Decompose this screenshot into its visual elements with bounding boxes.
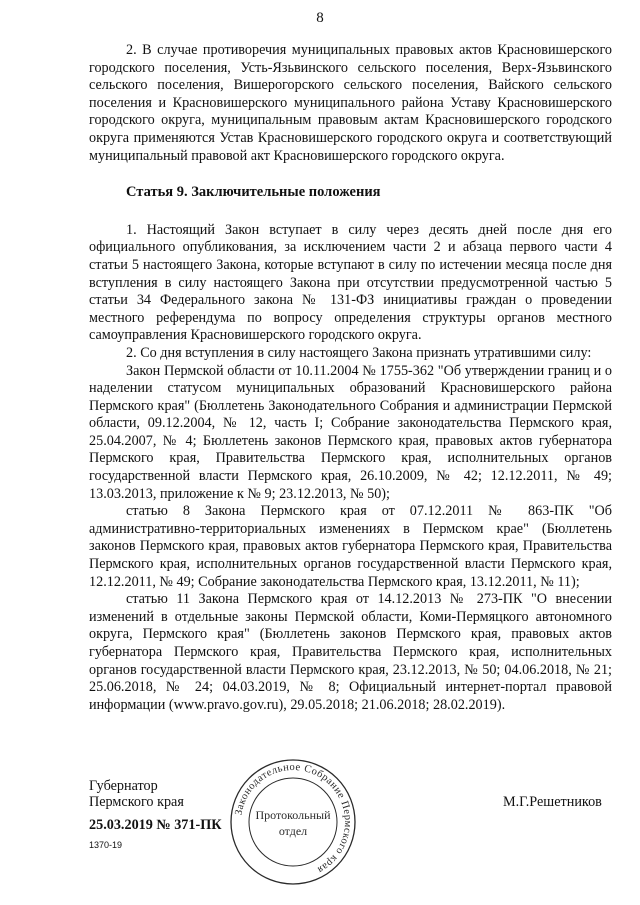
paragraph-repealed-article-8: статью 8 Закона Пермского края от 07.12.2011 № 863-ПК "Об административно-территориальных изменениях в Пермском крае" (Бюллетень законов Пермского края, правовых актов губернатора Пермского края, Правительства Пермского края, исполнительных органов государственной власти Пермского края, 12.12.2011, № 49; Собрание законодательства Пермского края, 13.12.2011, № 11); bbox=[89, 503, 612, 590]
document-code: 1370-19 bbox=[89, 840, 123, 850]
signer-position-line2: Пермского края bbox=[89, 794, 184, 810]
paragraph-repeal-intro: 2. Со дня вступления в силу настоящего Закона признать утратившими силу: bbox=[126, 344, 592, 361]
stamp-ring-text: Законодательное Собрание Пермского края bbox=[233, 761, 354, 876]
stamp-outer-ring bbox=[231, 760, 355, 884]
signer-position-line1: Губернатор bbox=[89, 778, 158, 794]
official-stamp bbox=[228, 757, 358, 887]
stamp-center-line1: Протокольный bbox=[255, 808, 331, 822]
paragraph-repealed-article-11: статью 11 Закона Пермского края от 14.12.2013 № 273-ПК "О внесении изменений в отдельные законы Пермской области, Коми-Пермяцкого автономного округа, Пермского края" (Бюллетень законов Пермского края, правовых актов губернатора Пермского края, Правительства Пермского края, исполнительных органов государственной власти Пермского края, 23.12.2013, № 50; 04.06.2018, № 21; 25.06.2018, № 24; 04.03.2019, № 8; Официальный интернет-портал правовой информации (www.pravo.gov.ru), 29.05.2018; 21.06.2018; 28.02.2019). bbox=[89, 591, 612, 713]
paragraph-conflict-of-acts: 2. В случае противоречия муниципальных правовых актов Красновишерского городского поселения, Усть-Язьвинского сельского поселения, Верх-Язьвинского сельского поселения, Вишерогорского сельского поселения, Вайского сельского поселения и Красновишерского муниципального района Уставу Красновишерского городского округа, муниципальным правовым актам Красновишерского городского округа применяются Устав Красновишерского городского округа и соответствующий муниципальный правовой акт Красновишерского городского округа. bbox=[89, 42, 612, 164]
stamp-center-line2: отдел bbox=[278, 824, 308, 838]
article-9-heading: Статья 9. Заключительные положения bbox=[126, 184, 381, 201]
paragraph-repealed-law-2004: Закон Пермской области от 10.11.2004 № 1755-362 "Об утверждении границ и о наделении статусом муниципальных образований Красновишерского района Пермского края" (Бюллетень Законодательного Собрания и администрации Пермской области, 09.12.2004, № 12, часть I; Собрание законодательства Пермского края, 25.04.2007, № 4; Бюллетень законов Пермского края, правовых актов губернатора Пермского края, Правительства Пермского края, исполнительных органов государственной власти Пермского края, 26.10.2009, № 42; 12.12.2011, № 49; 13.03.2013, приложение к № 9; 23.12.2013, № 50); bbox=[89, 362, 612, 502]
page-number: 8 bbox=[316, 10, 324, 26]
signer-position bbox=[89, 778, 184, 810]
document-body bbox=[89, 42, 612, 714]
signer-name: М.Г.Решетников bbox=[503, 794, 602, 810]
paragraph-entry-into-force: 1. Настоящий Закон вступает в силу через десять дней после дня его официального опубликования, за исключением части 2 и абзаца первого части 4 статьи 5 настоящего Закона, которые вступают в силу по истечении месяца после дня вступления в силу настоящего Закона при отсутствии предусмотренной частью 5 статьи 34 Федерального закона № 131-ФЗ инициативы граждан о проведении местного референдума по вопросу определения структуры органов местного самоуправления Красновишерского городского округа. bbox=[89, 221, 612, 344]
stamp-inner-ring bbox=[249, 778, 337, 866]
law-date-and-number: 25.03.2019 № 371-ПК bbox=[89, 817, 222, 833]
